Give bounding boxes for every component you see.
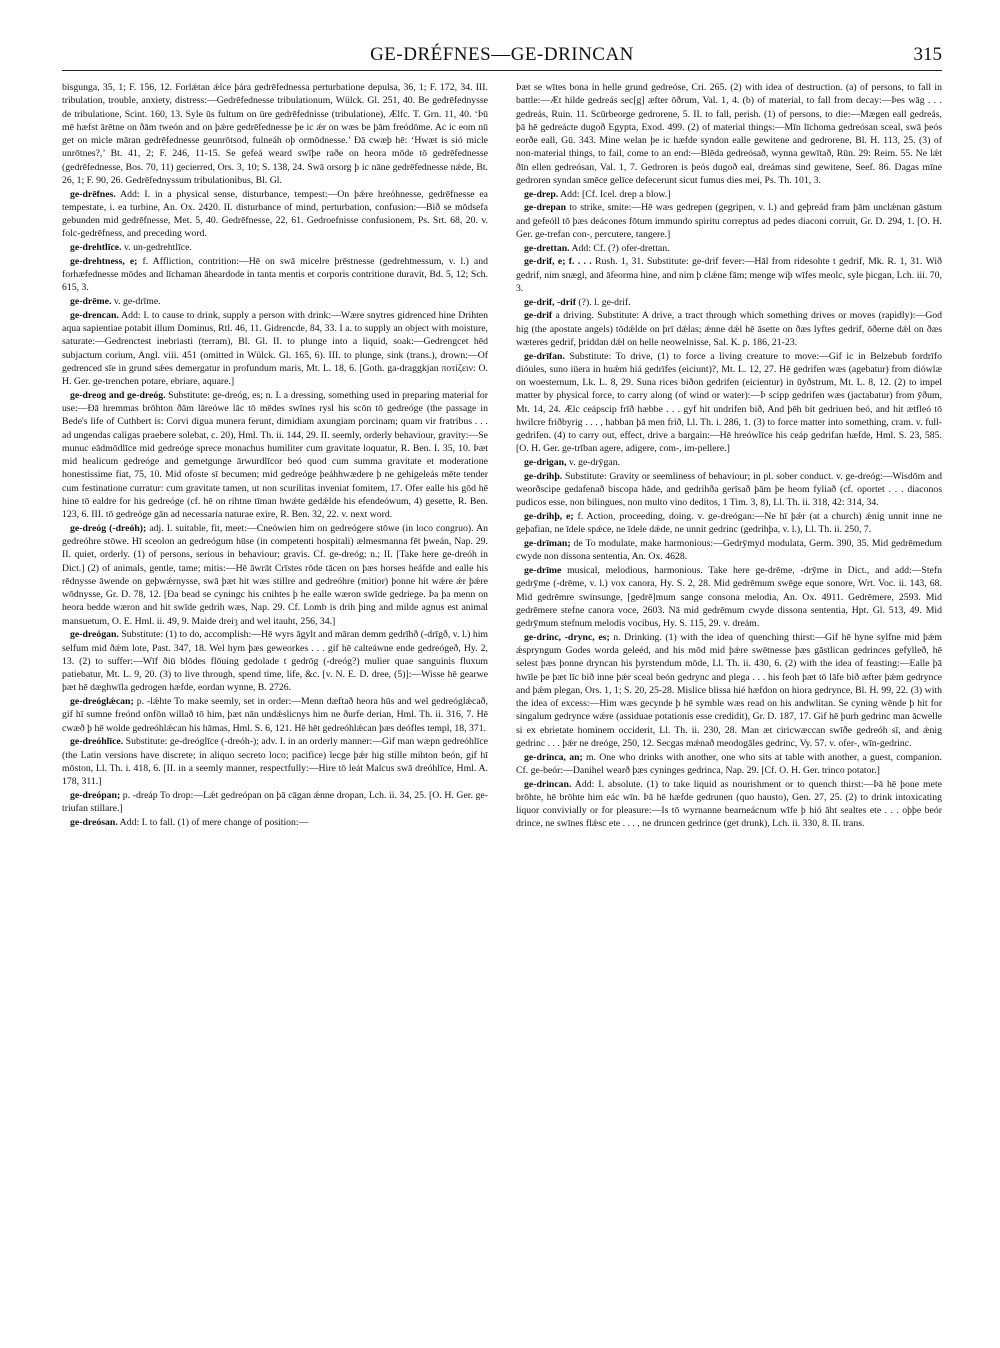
entry-headword: ge-dreog and ge-dreóg. — [70, 389, 166, 401]
entry-headword: ge-dreóglǽcan; — [70, 696, 134, 707]
entry-text: f. Affliction, contrition:—Hē on swā micelre þrēstnesse (gedrehtnessum, v. l.) and forhæfednesse mōdes and līchaman āheardode in tanta mentis et corporis contritione duravit, Bd. 5, 12; Sch. 615, 3. — [62, 255, 488, 294]
entry-headword: ge-drettan. — [524, 242, 570, 254]
entry-headword: ge-drep. — [524, 188, 559, 200]
entry-text: Add: I. to cause to drink, supply a person with drink:—Wære snytres gidrenced hine Drihten aqua sapientiae potabit illum Dominus, Rtl. 46, 11. Gidrencde, 84, 33. I a. to supply an object with moisture, saturate:—Gedrenctest inebriasti (terram), Bl. Gl. II. to plunge into a liquid, soak:—Gedrengcet hēd subjactum corium, Angl. viii. 451 (omitted in Wülck. Gl. 165, 6). III. to plunge, sink (trans.), drown:—Of gedrenced sīe in grund sǽes demergatur in profundum maris, Mt. L. 18, 6. [Goth. ga-draggkjan ποτίζειν: O. H. Ger. ge-trenchen potare, ebriare, aquare.] — [62, 309, 488, 387]
dictionary-entry — [516, 778, 942, 831]
entry-headword: ge-drēme. — [70, 296, 112, 307]
entry-text: n. Drinking. (1) with the idea of quenching thirst:—Gif hē hyne sylfne mid þǽm ǽspryngum Godes worda geleéd, and his mōd mid þǽre swētnesse þæs gāstlican gedrinces gefylleð, hē selest þæs þonne dryncan his þyrstendum mōde, Ll. Th. ii. 430, 6. (2) with the idea of feasting:—Ealle þā hwīle þe þæt līc bið inne þǽr sceal beón gedrync and plega . . . his feoh þæt tō lāfe bið æfter þǽm gedrynce and þǽm plegan, Ors. 1, 1; S. 20, 25-28. Mislice blissa hié hæfdon on hiora gedrynce, Bl. H. 99, 22. (3) with the idea of excess:—Him wæs gecynde þ hē symble wæs read on his andwlitan. Se cyning wēnde þ hit for singalum gedrynce wǽre (assiduae potationis esse credidit), Gr. D. 187, 17. Gif hē þurh gedrinc man ācwelle si ex ebrietate hominem occiderit, Ll. Th. ii. 230, 28. Man æt ciricwæccan swīðe gedreóh sī, and ǽnig gedrinc . . . þǽr ne dreóge, 250, 12. Secgas mǽnað meodogāles gedrinc, Vy. 57. v. ofer-, wīn-gedrinc. — [516, 631, 942, 749]
entry-headword: ge-drihþ, e; — [524, 511, 574, 522]
dictionary-entry — [62, 695, 488, 735]
entry-text: Add: I. absolute. (1) to take liquid as nourishment or to quench thirst:—Þā hē þone mete brōhte, hē brōhte him eác wīn. Þā hē hæfde gedrunen (quo hausto), Gen. 27, 25. (2) to drink intoxicating liquor convivially or for pleasure:—Is tō wyrnanne bearneácnum wīfe þ hió āht sealtes ete . . . oþþe beór drince, ne swīnes flǽsc ete . . . , ne druncen gedrince (get drunk), Lch. ii. 330, 8. II. trans. — [516, 778, 942, 830]
dictionary-entry — [516, 296, 942, 309]
entry-text: Add: I. to fall. (1) of mere change of position:— — [117, 816, 309, 828]
entry-text: Substitute: ge-dreóg, es; n. I. a dressing, something used in preparing material for use:—Đā hremmas brōhton ðām lāreówe lāc tō mēdes swīnes rysl his scōn tō gedreóge (the passage in Bede's life of Cuthbert is: Corvi digua munera ferunt, dimidiam axungiam porcinam; quam vir fratribus . . . ad ungendas caligas praebere solebat, c. 20), Hml. Th. ii. 144, 29. II. seemly, orderly behaviour, gravity:—Se munuc eādmōdlīce mid gedreóge sprece monachus humiliter cum gravitate loquatur, R. Ben. I. 35, 10. Þæt mid healicum gedreóge and gemetgunge ārwurdlīcor beó quod cum summa gravitate et moderatione honestissime fiat, 75, 10. Mid ofoste sī becumen; mid gedreóge þeáhhwædere þ ne gehigeleás mēte tender cum festinatione curratur: cum gravitate tamen, ut non scurilitas inveniat fomitem, 17. Ofer ealle his gōd hē hine tō ealdre for his gedreóge (cf. hē on rihtne tīman hwǽte gedǽlde his efendeówum, 4) gesette, R. Ben. 123, 6. III. tō gedreóge gān ad necessaria naturae exire, R. Ben. 32, 22. v. next word. — [62, 389, 488, 520]
entry-headword: ge-drīfan. — [524, 350, 565, 362]
dictionary-entry — [516, 751, 942, 778]
dictionary-entry — [516, 456, 942, 469]
dictionary-entry — [62, 628, 488, 694]
entry-text: Þæt se wītes bona in helle grund gedreóse, Cri. 265. (2) with idea of destruction. (a) of persons, to fall in battle:—Æt hilde gedreás sec[g] æfter ōðrum, Val. 1, 4. (b) of material, to fall from decay:—Þes wāg . . . gedreás, Ruin. 11. Scūrbeorge gedrorene, 5. II. to fall, perish. (1) of persons, to die:—Mægen eall gedreás, þā hē gedreácte dugoð Egypta, Exod. 499. (2) of material things:—Mīn līchoma gedreósan sceal, swā þeós eorðe eall, Gū. 343. Mine welan þe ic hæfde syndon ealle gewitene and gedrorene, Bl. H. 113, 25. (3) of non-material things, to fail, come to an end:—Blēda gedreósað, wynna gewītað, Rūn. 29: Reim. 55. Ne lǽt ðīn ellen gedreósan, Val. 1, 7. Gedroren is þeós dugoð eal, dreámas sind gewitene, Seef. 86. Dagas mīne gedroren syndan smēce gelīce defecerunt sicut fumus dies mei, Ps. Th. 101, 3. — [516, 82, 942, 186]
entry-text: p. -lǽhte To make seemly, set in order:—Menn dæftað heora hūs and wel gedreóglǽcað, gif hī sumne freónd onfōn willað tō him, þæt nān undǽslicnys him ne ðurfe derian, Hml. Th. ii. 316, 7. Hē cwæð þ hē wolde gedreóhlǽcan his hāmas, Hml. S. 6, 121. Hē hēt gedreóhlǽcan þæs deófles templ, 18, 371. — [62, 696, 488, 734]
entry-text: (?). l. ge-drif. — [575, 296, 631, 308]
running-title: GE-DRÉFNES—GE-DRINCAN — [370, 44, 634, 65]
dictionary-entry — [516, 201, 942, 241]
entry-text: Substitute: ge-dreóglīce (-dreóh-); adv. I. in an orderly manner:—Gif man wæpn gedreóhlīce (the Latin versions have discrete; in aliquo secreto loco; pacifice) lecge þǽr hig stille mihton beón, gif hī mōston, Ll. Th. i. 418, 6. [II. in a seemly manner, respectfully:—Hire tō leát Malcus swā dreóhlīce, Hml. A. 178, 311.] — [62, 736, 488, 787]
dictionary-entry — [62, 309, 488, 389]
dictionary-entry — [516, 350, 942, 456]
entry-text: to strike, smite:—Hē wæs gedrepen (gegripen, v. l.) and geþreád fram þām unclǽnan gāstum and gefeóll tō þæs deácones fōtum immundo spiritu correptus ad pedes diaconi corruit, Gr. D. 294, 1. [O. H. Ger. ge-trefan con-, percutere, tangere.] — [516, 202, 942, 240]
entry-headword: ge-drīman; — [524, 538, 571, 549]
entry-headword: ge-drehtlīce. — [70, 242, 122, 253]
entry-headword: ge-dreópan; — [70, 789, 121, 801]
dictionary-entry — [516, 631, 942, 750]
entry-headword: ge-drepan — [524, 202, 567, 214]
dictionary-entry — [516, 564, 942, 630]
entry-text: Rush. 1, 31. Substitute: ge-drif fever:—Hāl from ridesohte t gedrif, Mk. R. 1, 31. Wið gedrif, nim snægl, and āfeorma hine, and nim þ clǽne fām; menge wiþ wīfes meolc, syle þicgan, Lch. iii. 70, 3. — [516, 256, 942, 294]
entry-headword: ge-dreóhlīce. — [70, 736, 124, 748]
entry-text: p. -dreáp To drop:—Lǽt gedreópan on þā cāgan ǽnne dropan, Lch. ii. 34, 25. [O. H. Ger. ge-triufan stillare.] — [62, 789, 488, 814]
dictionary-entry — [62, 816, 488, 829]
entry-text: Substitute: (1) to do, accomplish:—Hē wyrs āgylt and māran demm gedrīhð (-drīgð, v. l.) him selfum mid ðǽm lote, Past. 347, 18. Wel hym þæs geweorkes . . . gif hē calteáwne ende gedreógeð, Hy. 2, 13. (2) to suffer:—Wīf ðiū blōdes flōuing gedolade t gedrōg (-dreóg?) mulier quae sanguinis fluxum patiebatur, Mt. L. 9, 20. (3) to live through, spend time, life, &c. [v. N. E. D. dree, (5)]:—Wisse hē gearwe þæt hē dæghwīla gedrogen hæfde, eordan wynne, B. 2726. — [62, 629, 488, 694]
dictionary-entry — [62, 735, 488, 788]
entry-text: v. ge-drȳgan. — [566, 457, 621, 468]
entry-text: a driving. Substitute: A drive, a tract through which something drives or moves (rapidly):—God hig (the apostate angels) tōdǽlde on þrī dǽlas; ǽnne dǽl hē āsette on ðæs lyftes gedrif, ōðerne dǽl on ðæs wæteres gedrif, þriddan dǽl on helle neowelnisse, Sal. K. p. 186, 21-23. — [516, 310, 942, 348]
entry-text: v. ge-drīme. — [111, 296, 161, 307]
running-head — [62, 40, 942, 71]
entry-text: Substitute: Gravity or seemliness of behaviour; in pl. sober conduct. v. ge-dreóg:—Wisdōm and weorðscipe gedafenað biscopa hāde, and gedrihða gerīsað þām þe heom fyliað (cf. oportet . . . diaconos pudicos esse, non bilingues, non multo vino deditos, 1 Tim. 3, 8), Ll. Th. ii. 318, 42: 314, 34. — [516, 470, 942, 509]
dictionary-entry — [516, 537, 942, 564]
entry-headword: ge-drīme — [524, 565, 562, 576]
dictionary-entry — [62, 295, 488, 308]
dictionary-entry — [516, 470, 942, 510]
entry-headword: ge-drinca, an; — [524, 751, 583, 763]
dictionary-entry — [62, 522, 488, 628]
entry-text: de To modulate, make harmonious:—Gedrȳmyd modulata, Germ. 390, 35. Mid gedrēmedum cwyde non dissona sententia, An. Ox. 4628. — [516, 538, 942, 563]
entry-headword: ge-dreógan. — [70, 629, 119, 641]
entry-headword: ge-drif, e; f. . . . — [524, 256, 592, 268]
dictionary-entry — [516, 242, 942, 255]
dictionary-entry — [516, 309, 942, 349]
entry-headword: ge-drinc, -drync, es; — [524, 631, 610, 643]
entry-headword: ge-drif, -drif — [524, 296, 576, 308]
entry-headword: ge-drigan, — [524, 457, 567, 468]
entry-headword: ge-drihþ. — [524, 470, 563, 482]
entry-text: m. One who drinks with another, one who sits at table with another, a guest, companion. Cf. ge-beór:—Danihel wearð þæs cyninges gedrinca, Nap. 29. [Cf. O. H. Ger. trinco potator.] — [516, 751, 942, 776]
dictionary-entry — [62, 789, 488, 816]
entry-headword: ge-drehtness, e; — [70, 255, 138, 267]
entry-text: Add: I. in a physical sense, disturbance, tempest:—On þǽre hreóhnesse, gedrēfnesse ea tempestate, i. ea turbine, An. Ox. 2420. II. disturbance of mind, perturbation, confusion:—Bið se mōdsefa gebunden mid gedrēfnesse, Met. 5, 40. Gedrēfnesse, 22, 61. Gedroefnisse confusionem, Ps. Srt. 68, 20. v. folc-gedrēfness, and preceding word. — [62, 188, 488, 240]
text-columns — [62, 81, 942, 1346]
page-number: 315 — [913, 44, 942, 65]
left-column — [62, 81, 488, 1346]
dictionary-entry — [62, 241, 488, 254]
entry-text: Add: [Cf. Icel. drep a blow.] — [558, 188, 671, 200]
entry-text: v. un-gedrehtlīce. — [121, 242, 192, 253]
dictionary-entry — [516, 81, 942, 187]
dictionary-entry — [62, 255, 488, 295]
dictionary-entry — [516, 255, 942, 295]
entry-text: Add: Cf. (?) ofer-drettan. — [569, 242, 670, 254]
dictionary-entry — [62, 81, 488, 187]
entry-text: f. Action, proceeding, doing. v. ge-dreógan:—Ne hī þǽr (at a church) ǽnig unnit inne ne geþafian, ne īdele spǽce, ne īdele dǽde, ne unnit gedrinc (gedrihþa, v. l.), Ll. Th. ii. 250, 7. — [516, 511, 942, 536]
entry-headword: ge-dreósan. — [70, 816, 118, 828]
entry-headword: ge-drincan. — [524, 778, 572, 790]
entry-text: adj. I. suitable, fit, meet:—Cneówien him on gedreógere stōwe (in loco congruo). An gedreóhre stōwe. Hī sceolon an gedreógum hūse (in competenti hospitali) ælmesmanna fēt þweán, Nap. 29. II. quiet, orderly. (1) of persons, serious in behaviour; gravis. Cf. ge-dreóg; n.; II. [Take here ge-dreóh in Dict.] (2) of animals, gentle, tame; mitis:—Hē āwrāt Crīstes rōde tācen on þæs horses heáfde and ealle his rēdnysse āwende on geþwǽrnysse, swā þæt hit wæs stillre and gedreóhre (mitior) þonne hit wǽre ǽr þǽre wōdnysse, Gr. D. 78, 12. [Đa bead se cyningc his cnihtes þ he ealle wæron swīde gedriege. Þa þa menn on heora bedde wæron and hit swīde gedrih wæs, Nap. 29. Cf. Lomb is drih þing and milde agnus est animal mansuetum, O. E. Hml. ii. 49, 9. Maide dreiȝ and wel itauht, 256, 34.] — [62, 522, 488, 627]
dictionary-entry — [62, 188, 488, 241]
entry-headword: ge-drif — [524, 310, 553, 322]
entry-headword: ge-dreóg (-dreóh); — [70, 522, 147, 534]
entry-text: musical, melodious, harmonious. Take here ge-drēme, -drȳme in Dict., and add:—Stefn gedrȳme (-drēme, v. l.) vox canora, Hy. S. 2, 28. Mid gedrēmum swēge eque sonore, Wrt. Voc. ii. 143, 68. Mid gedrēmre swinsunge, [gedrē]mum sange consona melodia, An. Ox. 4911. Gedrēmere, 2593. Mid gedrēmere stefne canora voce, 2603. Nā mid gedrēmum cwyde dissona sententia, Hpt. Gl. 513, 49. Mid gedrȳmum stefnum melodis vocibus, Hy. S. 115, 29. v. dreám. — [516, 565, 942, 629]
entry-text: bisgunga, 35, 1; F. 156, 12. Forlǽtan ǽlce þára gedrēfednessa perturbatione depulsa, 36, 1; F. 172, 34. III. tribulation, trouble, anxiety, distress:—Gedrēfednesse tribulationum, Wülck. Gl. 251, 40. Be gedrēfednysse de tribulatione, Scint. 160, 13. Syle ūs fultum on ūre gedrēfednisse (tribulatione), Ælfc. T. Grn. 11, 40. ‘Þū mē hæfst ārētne on ðām tweón and on þǽre gedrēfednesse þe ic ǽr on wæs be þām freódōme. Ac ic eom nū get on micle māran gedrēfednesse geunrōtsod, fulneáh oþ ormōdnesse.’ Đā cwæþ hē: ‘Hwæt is sió micle unrōtnes?,’ Bt. 41, 2; F. 246, 11-15. Se gefeá weard swīþe raðe on heora mōde tō gedrēfednesse (gedrēfednesse, Bos. 70, 11) gecierred, Ors. 3, 10; S. 138, 24. Swā orsorg þ ic nāne gedrēfednesse nǽde, Bt. 26, 1; F. 90, 26. Gedrēfednyssum tribulationibus, Bl. Gl. — [62, 82, 488, 186]
right-column — [516, 81, 942, 1346]
entry-text: Substitute: To drive, (1) to force a living creature to move:—Gif ic in Belzebub fordrīfo dióules, suno iūera in huǽm hiá gedrīfes (eiciunt)?, Mt. L. 12, 27. Hē gedrifen wæs (agebatur) from diówlæ on woesternum, Lk. L. 8, 29. Suna rices biðon gedrifen (eicientur) in ūyðstrum, Mt. L. 8, 12. (2) to impel matter by physical force, to carry along (of wind or water):—Þ scipp gedrifen wæs (jactabatur) from ȳðum, Mt. 14, 24. Ælc ceápscip frīð hæbbe . . . gyf hit undrifen bið, And þēh bit gedriuen beó, and hit ætfleó tō hwilcre friðbyrig . . . , habban þā men frið, Ll. Th. i. 286, 1. (3) to force matter into something, cram. v. full-gedrifen. (4) to carry out, effect, drive a bargain:—Hē hreówlīce his ceáp gedrifan hæfde, Hml. S. 23, 585. [O. H. Ger. ge-trīban agere, adigere, com-, im-pellere.] — [516, 350, 942, 455]
dictionary-entry — [516, 510, 942, 537]
dictionary-entry — [516, 188, 942, 201]
dictionary-entry — [62, 389, 488, 522]
entry-headword: ge-drencan. — [70, 309, 119, 321]
entry-headword: ge-drēfnes. — [70, 188, 116, 200]
